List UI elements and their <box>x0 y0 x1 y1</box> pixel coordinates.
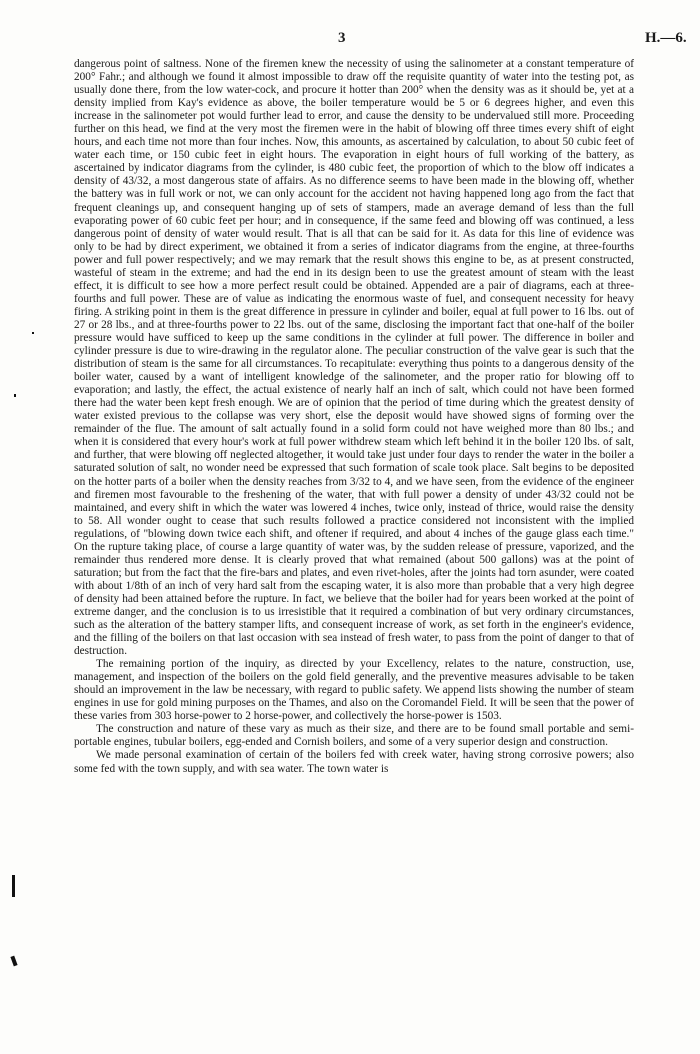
document-reference: H.—6. <box>645 30 687 46</box>
paragraph-inquiry-scope: The remaining portion of the inquiry, as directed by your Excellency, relates to the nature, construction, use, management, and inspection of the boilers on the gold field generally, and the preventive measures advisable to be taken should an improvement in the law be necessary, with regard to public safety. We append lists showing the number of steam engines in use for gold mining purposes on the Thames, and also on the Coromandel Field. It will be seen that the power of these varies from 303 horse-power to 2 horse-power, and collectively the horse-power is 1503. <box>74 658 634 723</box>
margin-ink-mark <box>12 875 15 897</box>
margin-ink-mark <box>32 332 34 334</box>
paragraph-water-supply: We made personal examination of certain of the boilers fed with creek water, having strong corrosive powers; also some fed with the town supply, and with sea water. The town water is <box>74 749 634 775</box>
margin-ink-mark <box>10 956 17 967</box>
paragraph-boiler-types: The construction and nature of these vary as much as their size, and there are to be found small portable and semi-portable engines, tubular boilers, egg-ended and Cornish boilers, and some of a very superior design and construction. <box>74 723 634 749</box>
margin-ink-mark <box>14 394 16 397</box>
body-text <box>74 58 634 776</box>
page-number: 3 <box>338 30 346 46</box>
paragraph-boiler-density: dangerous point of saltness. None of the firemen knew the necessity of using the salinometer at a constant temperature of 200° Fahr.; and although we found it almost impossible to draw off the requisite quantity of water into the testing pot, as usually done there, from the low water-cock, and procure it hotter than 200° when the density was as it should be, yet at a density implied from Kay's evidence as above, the boiler temperature would be 5 or 6 degrees higher, and even this increase in the salinometer pot would further lead to error, and cause the density to be undervalued still more. Proceeding further on this head, we find at the very most the firemen were in the habit of blowing off three times every shift of eight hours, and each time not more than four inches. Now, this amounts, as ascertained by calculation, to about 50 cubic feet of water each time, or 150 cubic feet in eight hours. The evaporation in eight hours of full working of the battery, as ascertained by indicator diagrams from the cylinder, is 480 cubic feet, the proportion of which to the blow off indicates a density of 43/32, a most dangerous state of affairs. As no difference seems to have been made in the blowing off, whether the battery was in full work or not, we can only account for the accident not having happened long ago from the fact that frequent cleanings up, and consequent hanging up of sets of stampers, made an average demand of less than the full evaporating power of 60 cubic feet per hour; and in consequence, if the same feed and blowing off was continued, a less dangerous point of density of water would result. That is all that can be said for it. As data for this line of evidence was only to be had by direct experiment, we obtained it from a series of indicator diagrams from the engine, at three-fourths power and full power respectively; and we may remark that the result shows this engine to be, as at present constructed, wasteful of steam in the extreme; and had the end in its design been to use the greatest amount of steam with the least effect, it is difficult to see how a more perfect result could be obtained. Appended are a pair of diagrams, each at three-fourths and full power. These are of value as indicating the enormous waste of fuel, and consequent necessity for heavy firing. A striking point in them is the great difference in pressure in cylinder and boiler, equal at full power to 16 lbs. out of 27 or 28 lbs., and at three-fourths power to 22 lbs. out of the same, disclosing the important fact that one-half of the boiler pressure would have sufficed to keep up the same conditions in the cylinder at full power. The difference in boiler and cylinder pressure is due to wire-drawing in the regulator alone. The peculiar construction of the valve gear is such that the distribution of steam is the same for all circumstances. To recapitulate: everything thus points to a dangerous density of the boiler water, caused by a want of intelligent knowledge of the salinometer, and the proper ratio for blowing off to evaporation; and lastly, the effect, the actual existence of nearly half an inch of salt, which could not have been formed there had the water been kept fresh enough. We are of opinion that the period of time during which the greatest density of water existed previous to the collapse was very short, else the deposit would have showed signs of forming over the remainder of the flue. The amount of salt actually found in a solid form could not have weighed more than 80 lbs.; and when it is considered that every hour's work at full power withdrew steam which left behind it in the boiler 120 lbs. of salt, and further, that were blowing off neglected altogether, it would take just under four days to render the water in the boiler a saturated solution of salt, no wonder need be expressed that such formation of scale took place. Salt begins to be deposited on the hotter parts of a boiler when the density reaches from 3/32 to 4, and we have seen, from the evidence of the engineer and firemen most favourable to the freshening of the water, that with full power a density of under 43/32 could not be maintained, and every shift in which the water was lowered 4 inches, twice only, instead of thrice, would raise the density to 58. All wonder ought to cease that such results followed a practice considered not inconsistent with the implied regulations, of "blowing down twice each shift, and oftener if required, and about 4 inches of the gauge glass each time." On the rupture taking place, of course a large quantity of water was, by the sudden release of pressure, vaporized, and the remainder thus rendered more dense. It is clearly proved that what remained (about 500 gallons) was at the point of saturation; but from the fact that the fire-bars and plates, and even rivet-holes, after the joints had torn asunder, were coated with about 1/8th of an inch of very hard salt from the escaping water, it is also more than probable that a very high degree of density had been attained before the rupture. In fact, we believe that the boiler had for years been worked at the point of extreme danger, and the conclusion is to us irresistible that it required a combination of but very ordinary circumstances, such as the alteration of the battery stamper lifts, and consequent increase of work, as set forth in the engineer's evidence, and the filling of the boilers on that last occasion with sea instead of fresh water, to pass from the point of danger to that of destruction. <box>74 58 634 658</box>
